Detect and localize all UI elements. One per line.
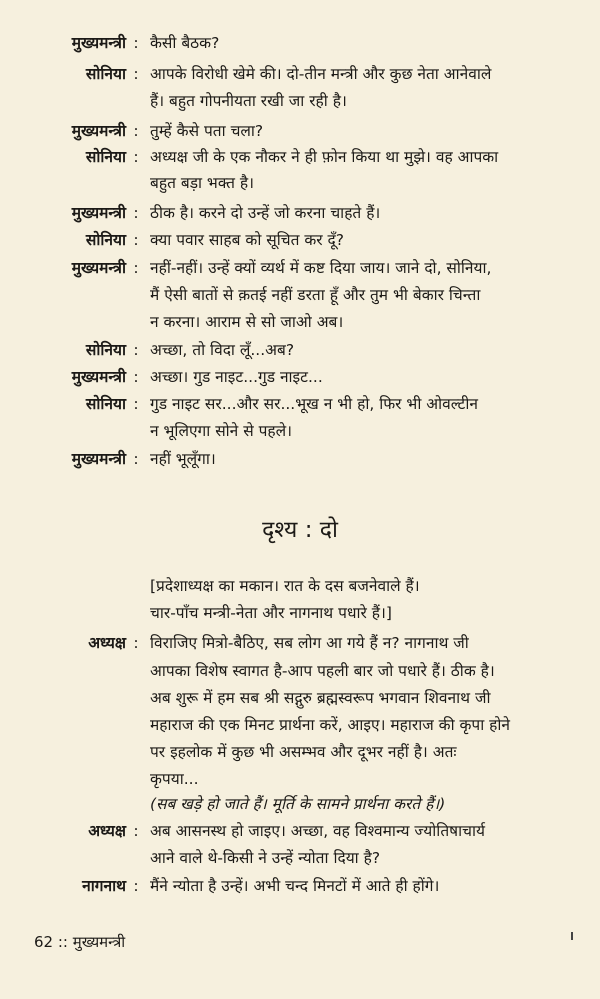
dialogue-text: न भूलिएगा सोने से पहले। xyxy=(150,422,293,440)
dialogue-text: महाराज की एक मिनट प्रार्थना करें, आइए। महाराज की कृपा होने xyxy=(150,716,511,734)
speaker-name: मुख्यमन्त्री xyxy=(71,450,126,468)
speaker-name: मुख्यमन्त्री xyxy=(71,368,126,386)
dialogue-text: अच्छा, तो विदा लूँ...अब? xyxy=(150,341,295,359)
speaker-colon: : xyxy=(133,634,139,652)
speaker-colon: : xyxy=(133,122,139,140)
speaker-colon: : xyxy=(133,877,139,895)
speaker-name: मुख्यमन्त्री xyxy=(71,204,126,222)
speaker-name: मुख्यमन्त्री xyxy=(71,259,126,277)
scene-heading: दृश्य : दो xyxy=(262,517,338,543)
speaker-name: मुख्यमन्त्री xyxy=(71,122,126,140)
speaker-colon: : xyxy=(133,204,139,222)
speaker-name: नागनाथ xyxy=(82,877,126,895)
dialogue-text: अब शुरू में हम सब श्री सद्गुरु ब्रह्मस्वरूप भगवान शिवनाथ जी xyxy=(150,689,491,707)
speaker-name: सोनिया xyxy=(85,231,126,249)
speaker-name: अध्यक्ष xyxy=(88,634,126,652)
dialogue-text: ठीक है। करने दो उन्हें जो करना चाहते हैं। xyxy=(150,204,381,222)
dialogue-text: अब आसनस्थ हो जाइए। अच्छा, वह विश्वमान्य ज्योतिषाचार्य xyxy=(150,822,485,840)
print-mark xyxy=(571,932,573,940)
speaker-name: मुख्यमन्त्री xyxy=(71,34,126,52)
dialogue-text: बहुत बड़ा भक्त है। xyxy=(150,174,254,192)
speaker-colon: : xyxy=(133,450,139,468)
dialogue-text: नहीं भूलूँगा। xyxy=(150,450,216,468)
speaker-colon: : xyxy=(133,368,139,386)
stage-direction-text: चार-पाँच मन्त्री-नेता और नागनाथ पधारे हैं।] xyxy=(150,604,392,622)
speaker-colon: : xyxy=(133,65,139,83)
dialogue-text: मैंने न्योता है उन्हें। अभी चन्द मिनटों में आते ही होंगे। xyxy=(150,877,440,895)
speaker-colon: : xyxy=(133,395,139,413)
dialogue-text: न करना। आराम से सो जाओ अब। xyxy=(150,313,344,331)
dialogue-text: आने वाले थे-किसी ने उन्हें न्योता दिया है? xyxy=(150,849,381,867)
speaker-colon: : xyxy=(133,822,139,840)
speaker-colon: : xyxy=(133,231,139,249)
dialogue-text: अध्यक्ष जी के एक नौकर ने ही फ़ोन किया था मुझे। वह आपका xyxy=(150,148,499,166)
dialogue-text: आपके विरोधी खेमे की। दो-तीन मन्त्री और कुछ नेता आनेवाले xyxy=(150,65,492,83)
speaker-name: सोनिया xyxy=(85,341,126,359)
dialogue-text: नहीं-नहीं। उन्हें क्यों व्यर्थ में कष्ट दिया जाय। जाने दो, सोनिया, xyxy=(150,259,492,277)
stage-direction-text: (सब खड़े हो जाते हैं। मूर्ति के सामने प्रार्थना करते हैं।) xyxy=(150,795,446,813)
stage-direction-text: [प्रदेशाध्यक्ष का मकान। रात के दस बजनेवाले हैं। xyxy=(150,577,420,595)
dialogue-text: कैसी बैठक? xyxy=(150,34,220,52)
dialogue-text: पर इहलोक में कुछ भी असम्भव और दूभर नहीं है। अतः xyxy=(150,743,457,761)
speaker-colon: : xyxy=(133,148,139,166)
dialogue-text: क्या पवार साहब को सूचित कर दूँ? xyxy=(150,231,344,249)
dialogue-text: अच्छा। गुड नाइट...गुड नाइट... xyxy=(150,368,323,386)
speaker-name: सोनिया xyxy=(85,395,126,413)
dialogue-text: आपका विशेष स्वागत है-आप पहली बार जो पधारे हैं। ठीक है। xyxy=(150,662,495,680)
dialogue-text: कृपया... xyxy=(150,770,199,788)
page-footer: 62 :: मुख्यमन्त्री xyxy=(34,933,126,951)
dialogue-text: तुम्हें कैसे पता चला? xyxy=(150,122,264,140)
speaker-colon: : xyxy=(133,341,139,359)
dialogue-text: मैं ऐसी बातों से क़तई नहीं डरता हूँ और तुम भी बेकार चिन्ता xyxy=(150,286,481,304)
speaker-name: सोनिया xyxy=(85,148,126,166)
speaker-colon: : xyxy=(133,259,139,277)
dialogue-text: गुड नाइट सर...और सर...भूख न भी हो, फिर भी ओवल्टीन xyxy=(150,395,478,413)
dialogue-text: हैं। बहुत गोपनीयता रखी जा रही है। xyxy=(150,92,347,110)
speaker-name: अध्यक्ष xyxy=(88,822,126,840)
dialogue-text: विराजिए मित्रो-बैठिए, सब लोग आ गये हैं न? नागनाथ जी xyxy=(150,634,469,652)
speaker-colon: : xyxy=(133,34,139,52)
speaker-name: सोनिया xyxy=(85,65,126,83)
